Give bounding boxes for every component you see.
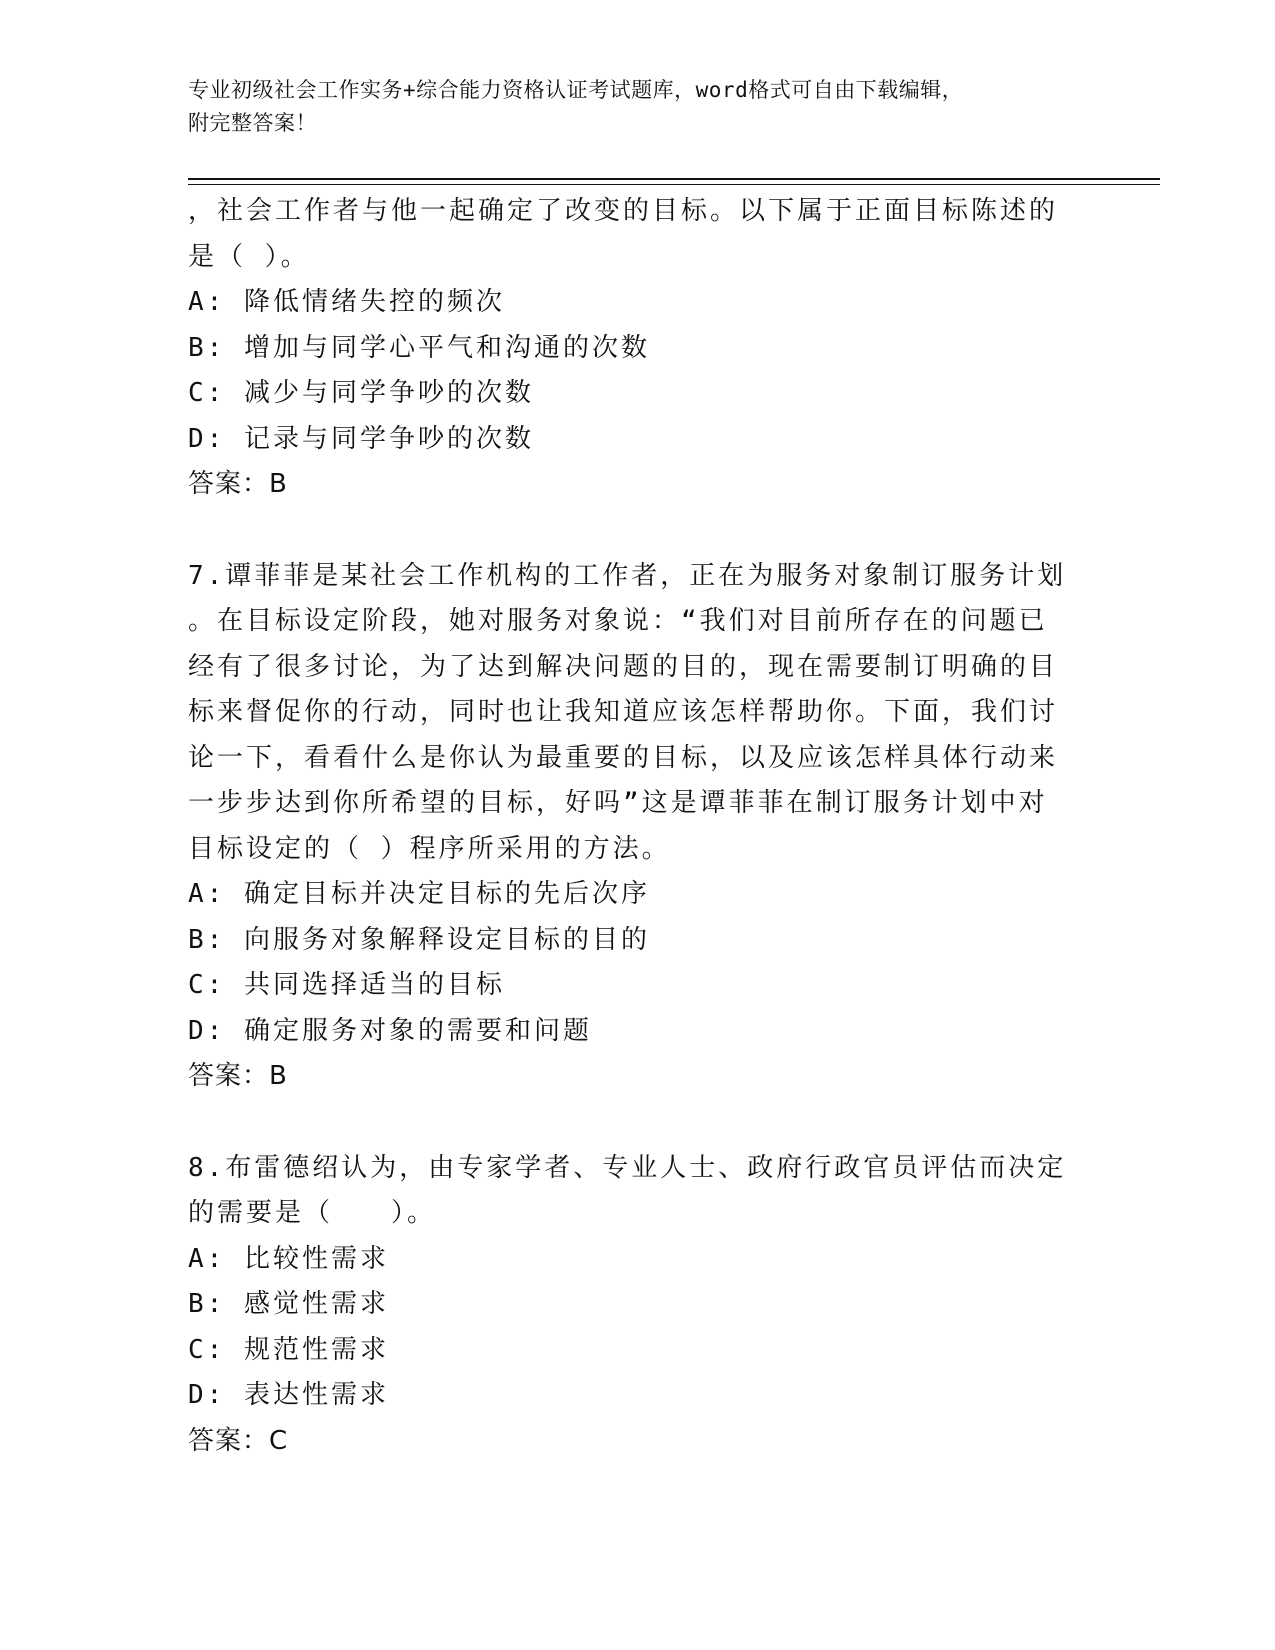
question-8-stem-line-1: 8.布雷德绍认为，由专家学者、专业人士、政府行政官员评估而决定 (188, 1152, 1067, 1183)
question-7-stem-line-7: 目标设定的（ ）程序所采用的方法。 (188, 833, 671, 864)
question-8-option-a: A: 比较性需求 (188, 1243, 389, 1274)
page-header (188, 74, 1088, 140)
question-8 (188, 1146, 1068, 1465)
question-7-stem-line-2: 。在目标设定阶段，她对服务对象说：“我们对目前所存在的问题已 (188, 606, 1048, 636)
header-line-1: 专业初级社会工作实务+综合能力资格认证考试题库，word格式可自由下载编辑， (188, 78, 964, 102)
header-divider (188, 178, 1160, 180)
question-8-option-b: B: 感觉性需求 (188, 1289, 389, 1319)
question-list (188, 189, 1068, 1464)
question-7-option-c: C: 共同选择适当的目标 (188, 970, 505, 1000)
question-6-option-b: B: 增加与同学心平气和沟通的次数 (188, 332, 650, 363)
question-7-option-b: B: 向服务对象解释设定目标的目的 (188, 924, 650, 955)
question-7-option-a: A: 确定目标并决定目标的先后次序 (188, 879, 650, 909)
question-7-stem-line-5: 论一下，看看什么是你认为最重要的目标，以及应该怎样具体行动来 (188, 742, 1059, 773)
spacer (188, 1100, 1068, 1146)
question-8-option-c: C: 规范性需求 (188, 1334, 389, 1365)
question-6-option-a: A: 降低情绪失控的频次 (188, 287, 505, 317)
question-6-stem-line-1: ，社会工作者与他一起确定了改变的目标。以下属于正面目标陈述的 (188, 196, 1059, 226)
question-7-option-d: D: 确定服务对象的需要和问题 (188, 1015, 592, 1046)
question-8-answer: 答案：C (188, 1425, 289, 1456)
question-8-stem-line-2: 的需要是（ ）。 (188, 1198, 437, 1228)
spacer (188, 508, 1068, 554)
question-6-option-c: C: 减少与同学争吵的次数 (188, 378, 534, 408)
header-divider-thin (188, 184, 1160, 185)
question-7-answer: 答案：B (188, 1061, 288, 1091)
header-line-2: 附完整答案！ (188, 111, 317, 135)
question-8-option-d: D: 表达性需求 (188, 1380, 389, 1410)
question-7-stem-line-6: 一步步达到你所希望的目标，好吗”这是谭菲菲在制订服务计划中对 (188, 788, 1048, 818)
question-6-answer: 答案：B (188, 469, 288, 499)
question-7-stem-line-3: 经有了很多讨论，为了达到解决问题的目的，现在需要制订明确的目 (188, 651, 1059, 682)
question-6-option-d: D: 记录与同学争吵的次数 (188, 423, 534, 454)
question-7 (188, 554, 1068, 1100)
question-6-stem-line-2: 是（ ）。 (188, 241, 310, 272)
question-6 (188, 189, 1068, 508)
question-7-stem-line-4: 标来督促你的行动，同时也让我知道应该怎样帮助你。下面，我们讨 (188, 697, 1059, 727)
question-7-stem-line-1: 7.谭菲菲是某社会工作机构的工作者，正在为服务对象制订服务计划 (188, 560, 1067, 591)
